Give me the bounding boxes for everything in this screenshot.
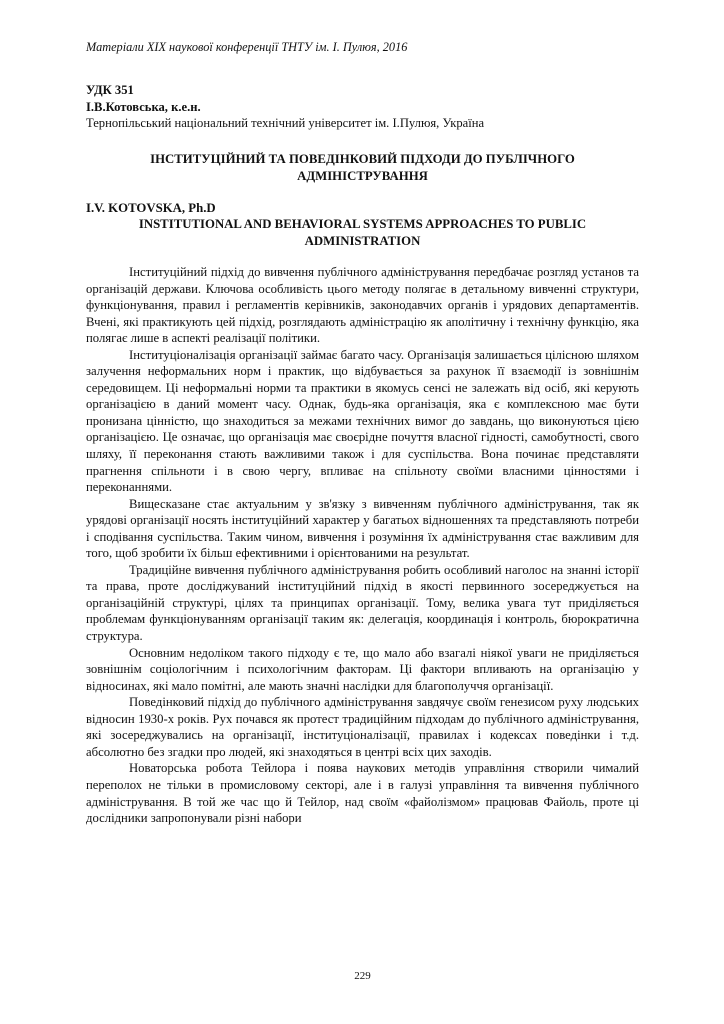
body-paragraph: Інституціоналізація організації займає багато часу. Організація залишається цілісною шляхом залучення неформальних норм і практик, що відбувається за рахунок її взаємодії із зовнішнім середовищем. Ці неформальні норми та практики в якомусь сенсі не залежать від осіб, які керують організацією в даний момент часу. Однак, будь-яка організація, яка є комплексною має бути пронизана цінністю, що знаходиться за межами технічних вимог до завдань, що виконуються цією організацією. Це означає, що організація має своєрідне почуття власної гідності, самобутності, свого шляху, її переконання стають важливими також і для суспільства. Вона починає представляти прагнення спільноти і в свою чергу, впливає на спільноту своїми власними цінностями і переконаннями. — [86, 347, 639, 495]
body-paragraph: Основним недоліком такого підходу є те, що мало або взагалі ніякої уваги не приділяється зовнішнім соціологічним і психологічним факторам. Ці фактори впливають на організацію у відносинах, які мало помітні, але мають значні наслідки для благополуччя організації. — [86, 645, 639, 693]
body-paragraph: Поведінковий підхід до публічного адміністрування завдячує своїм генезисом руху людських відносин 1930-х років. Рух почався як протест традиційним підходам до публічного адміністрування, які зосереджувались на організації, інституціоналізації, правилах і кодексах поведінки і т.д. абсолютно без згадки про людей, які знаходяться в центрі всіх цих заходів. — [86, 695, 639, 759]
author-ua: І.В.Котовська, к.е.н. — [86, 99, 201, 114]
body-paragraph: Новаторська робота Тейлора і поява наукових методів управління створили чималий переполох не тільки в промисловому секторі, але і в галузі управління та вивчення публічного адміністрування. В той же час що й Тейлор, над своїм «файолізмом» працював Файоль, проте ці дослідники запропонували різні набори — [86, 761, 639, 826]
article-body — [86, 264, 639, 827]
body-paragraph: Інституційний підхід до вивчення публічного адміністрування передбачає розгляд установ та організацій держави. Ключова особливість цього методу полягає в детальному вивченні структури, функціонування, правил і регламентів керівників, законодавчих органів і урядових департаментів. Вчені, які практикують цей підхід, розглядають адміністрацію як аполітичну і технічну функцію, яка полягає лише в аспекті реалізації політики. — [86, 265, 639, 346]
title-en: INSTITUTIONAL AND BEHAVIORAL SYSTEMS APPROACHES TO PUBLIC ADMINISTRATION — [138, 217, 587, 248]
running-head: Матеріали XIX наукової конференції ТНТУ ім. І. Пулюя, 2016 — [86, 40, 408, 54]
udk-code: УДК 351 — [86, 83, 134, 97]
affiliation: Тернопільський національний технічний університет ім. І.Пулюя, Україна — [86, 116, 485, 130]
author-en: I.V. KOTOVSKA, Ph.D — [86, 201, 216, 215]
body-paragraph: Традиційне вивчення публічного адміністрування робить особливий наголос на знанні історії та права, проте досліджуваний інституційний підхід в якості первинного зосереджується на організаційній структурі, цілях та принципах організації. Тому, велика увага тут приділяється проблемам функціонуванням організації таким як: делегація, координація і контроль, бюрократична структура. — [86, 562, 639, 644]
page-number: 229 — [354, 970, 371, 982]
title-ua: ІНСТИТУЦІЙНИЙ ТА ПОВЕДІНКОВИЙ ПІДХОДИ ДО ПУБЛІЧНОГО АДМІНІСТРУВАННЯ — [150, 152, 575, 183]
body-paragraph: Вищесказане стає актуальним у зв'язку з вивченням публічного адміністрування, так як урядові організації носять інституційний характер у багатьох відношеннях та представляють потреби і сподівання суспільства. Таким чином, вивчення і розуміння їх адміністрування стає важливим для того, щоб зробити їх більш ефективними і орієнтованими на результат. — [86, 496, 639, 561]
article-meta — [86, 82, 484, 132]
